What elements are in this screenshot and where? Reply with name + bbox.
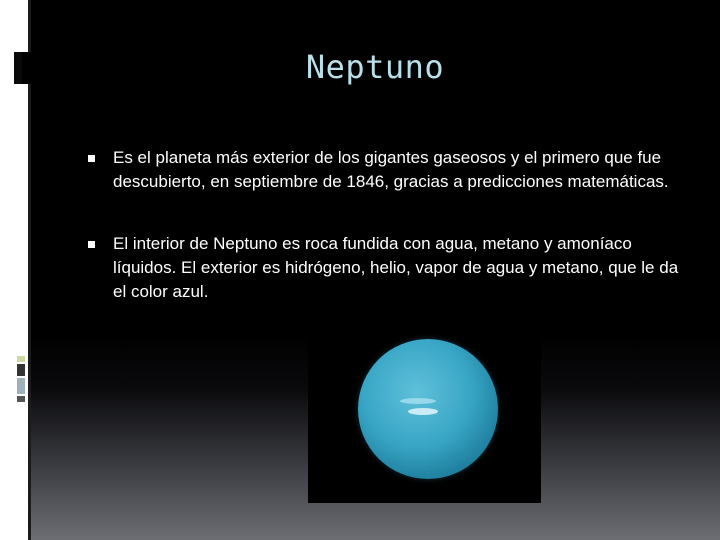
color-accent-3 <box>17 378 25 394</box>
planet-storm-spot <box>408 408 438 415</box>
color-accent-1 <box>17 356 25 362</box>
bullet-text: Es el planeta más exterior de los gigantes gaseosos y el primero que fue descubierto, en septiembre de 1846, gracias a predicciones matemáticas. <box>113 148 669 191</box>
neptune-image <box>308 330 541 503</box>
bullet-item <box>88 232 688 304</box>
color-accent-2 <box>17 364 25 376</box>
color-accent-4 <box>17 396 25 402</box>
bullet-text: El interior de Neptuno es roca fundida con agua, metano y amoníaco líquidos. El exterior es hidrógeno, helio, vapor de agua y metano, que le da el color azul. <box>113 234 679 301</box>
bullet-item <box>88 146 688 194</box>
bullet-list <box>88 146 688 342</box>
planet-cloud-band <box>400 398 436 404</box>
square-bullet-icon <box>88 241 95 248</box>
square-bullet-icon <box>88 155 95 162</box>
slide-title: Neptuno <box>305 48 445 86</box>
